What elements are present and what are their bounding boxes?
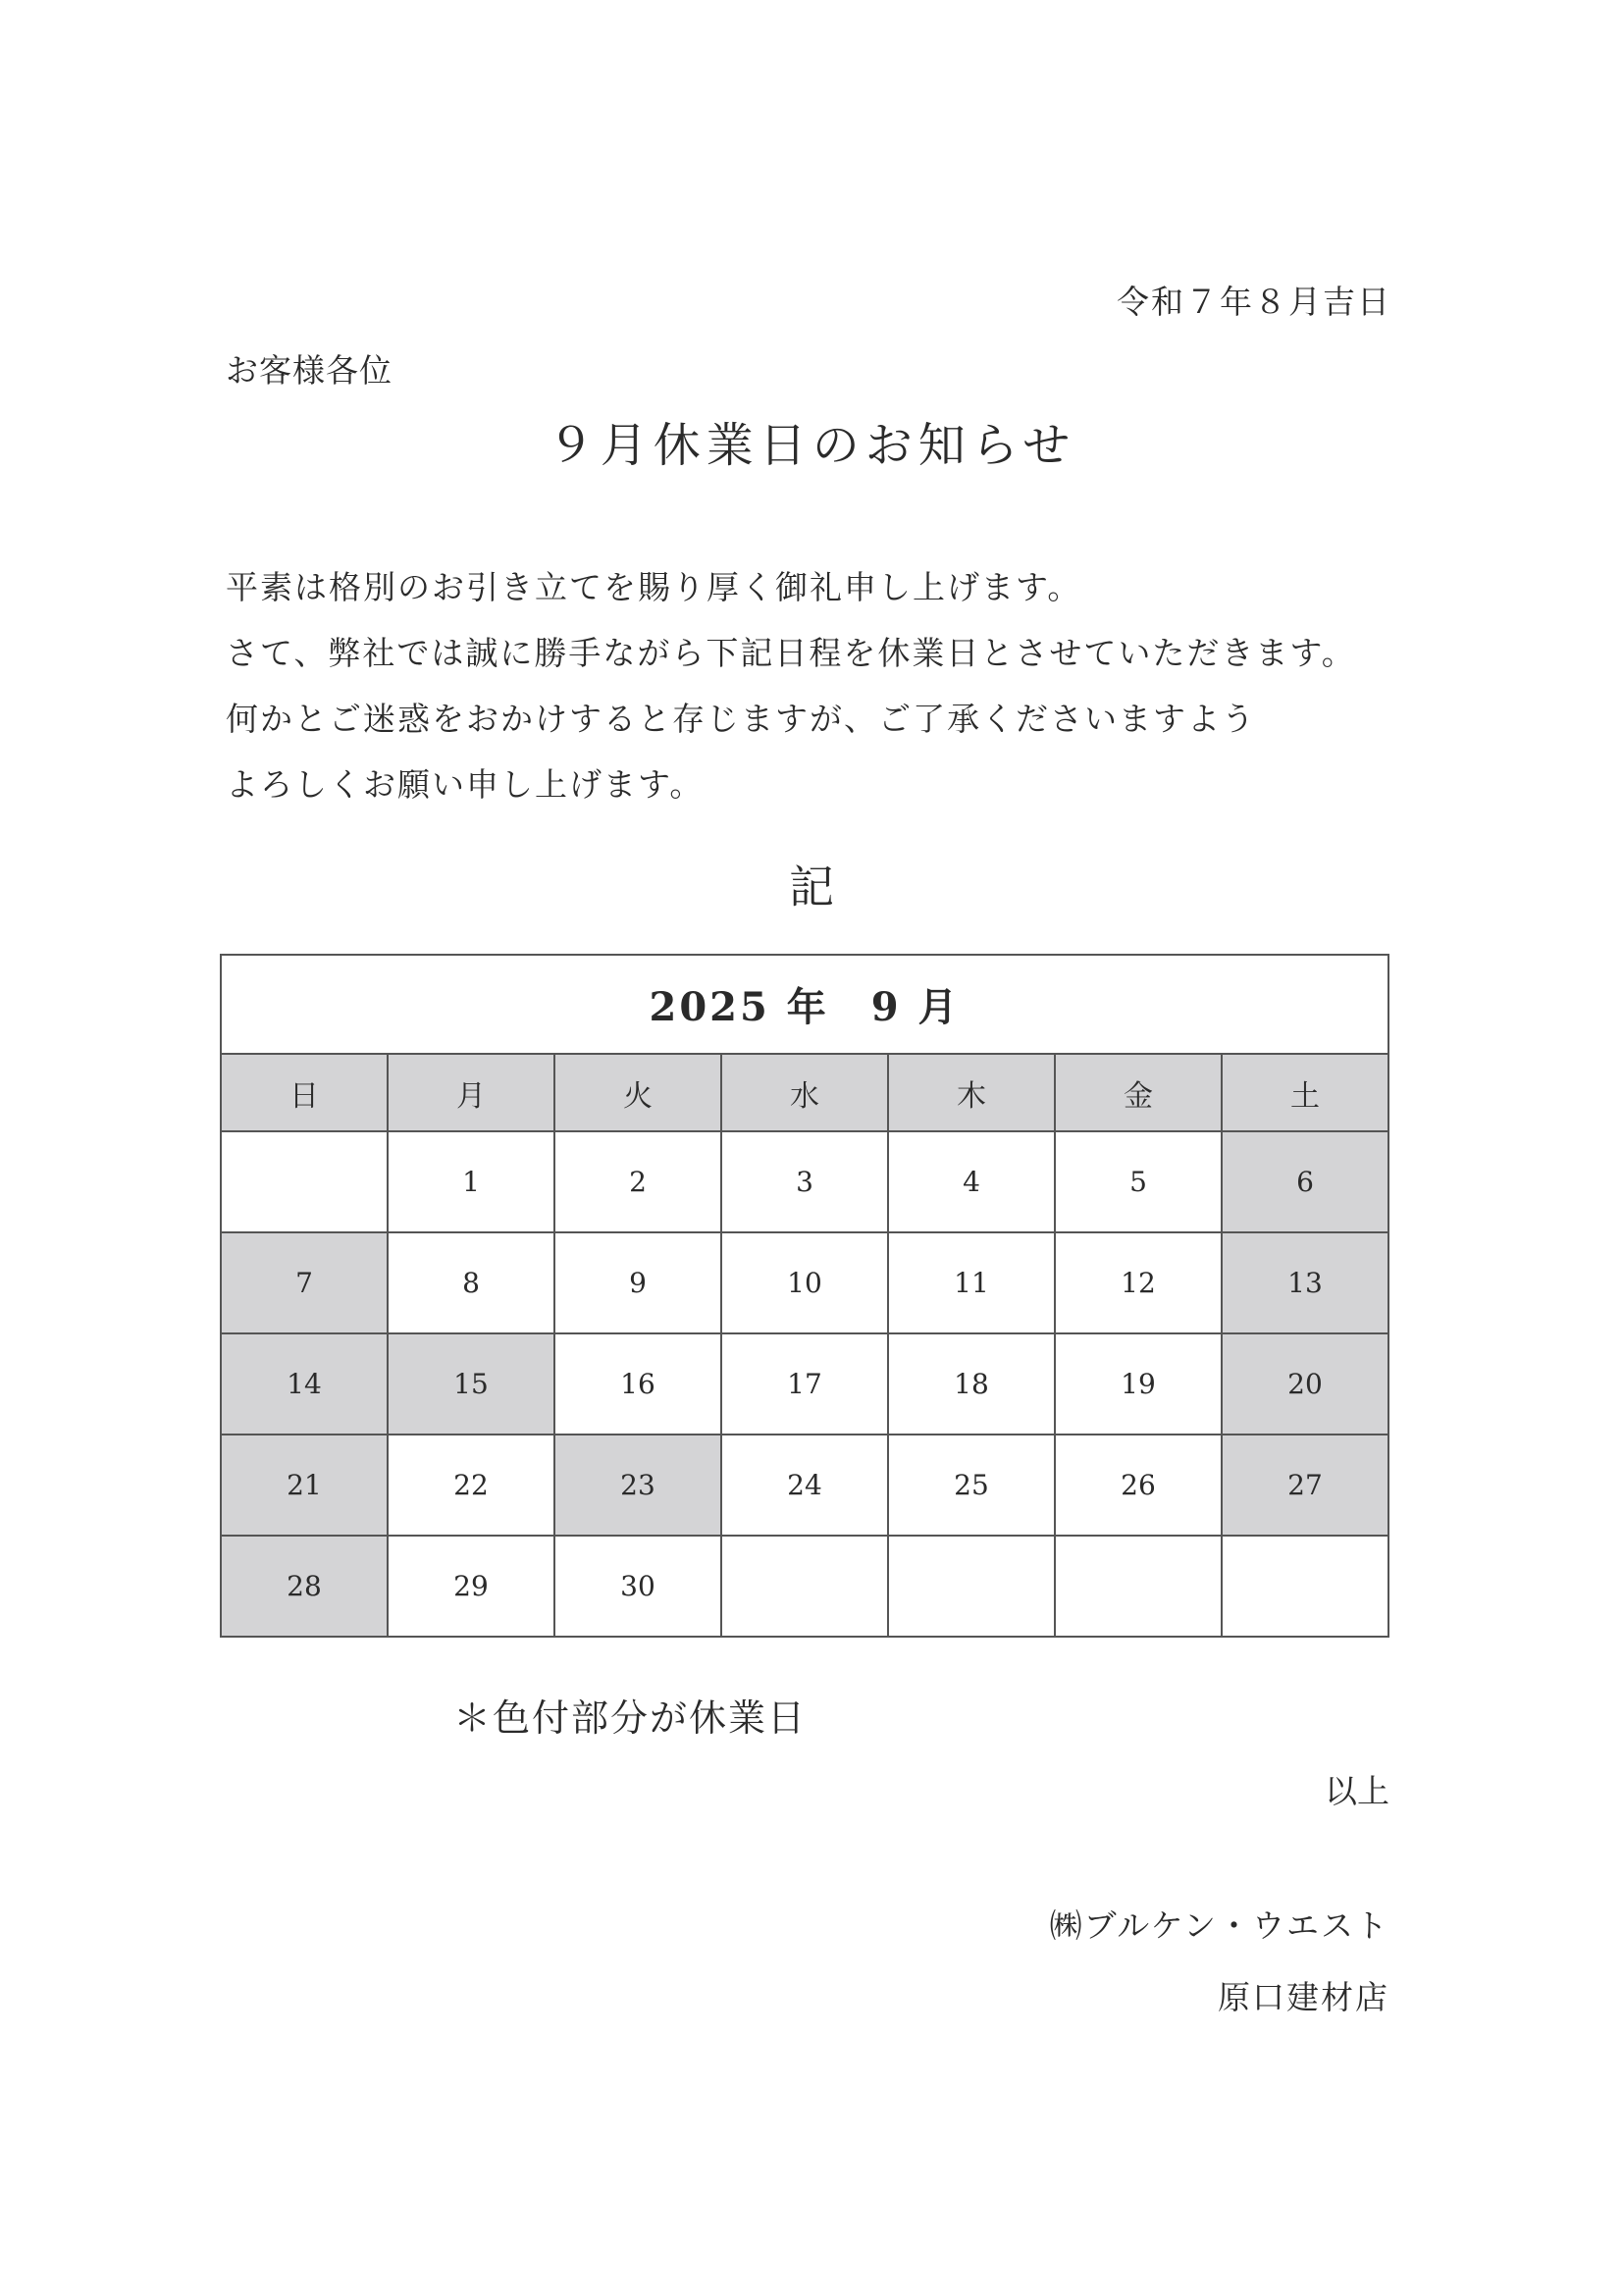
calendar-table <box>220 954 1389 1638</box>
day-cell: 26 <box>1055 1435 1222 1536</box>
body-text <box>226 554 1356 817</box>
day-cell: 14 <box>221 1333 388 1435</box>
day-cell: 20 <box>1222 1333 1388 1435</box>
day-cell: 13 <box>1222 1232 1388 1333</box>
body-line: よろしくお願い申し上げます。 <box>226 765 705 804</box>
day-cell <box>1222 1536 1388 1637</box>
day-cell: 11 <box>888 1232 1055 1333</box>
weekday-sun: 日 <box>221 1054 388 1131</box>
day-cell: 19 <box>1055 1333 1222 1435</box>
day-cell: 8 <box>388 1232 554 1333</box>
day-cell: 9 <box>554 1232 721 1333</box>
body-line: さて、弊社では誠に勝手ながら下記日程を休業日とさせていただきます。 <box>226 634 1356 672</box>
weekday-tue: 火 <box>554 1054 721 1131</box>
ki-heading: 記 <box>789 861 834 913</box>
day-cell <box>721 1536 888 1637</box>
calendar-week <box>221 1131 1388 1232</box>
weekday-sat: 土 <box>1222 1054 1388 1131</box>
day-cell: 28 <box>221 1536 388 1637</box>
calendar-heading: 2025 年 9 月 <box>221 955 1388 1054</box>
day-cell: 25 <box>888 1435 1055 1536</box>
calendar-week <box>221 1536 1388 1637</box>
day-cell: 30 <box>554 1536 721 1637</box>
weekday-wed: 水 <box>721 1054 888 1131</box>
body-line: 平素は格別のお引き立てを賜り厚く御礼申し上げます。 <box>226 568 1082 606</box>
day-cell: 17 <box>721 1333 888 1435</box>
day-cell: 12 <box>1055 1232 1222 1333</box>
day-cell <box>888 1536 1055 1637</box>
day-cell: 29 <box>388 1536 554 1637</box>
day-cell <box>1055 1536 1222 1637</box>
holiday-note: ＊色付部分が休業日 <box>453 1696 808 1740</box>
day-cell: 16 <box>554 1333 721 1435</box>
day-cell: 24 <box>721 1435 888 1536</box>
issue-date: 令和７年８月吉日 <box>1117 283 1391 321</box>
day-cell: 6 <box>1222 1131 1388 1232</box>
day-cell: 5 <box>1055 1131 1222 1232</box>
closing-word: 以上 <box>1325 1772 1389 1810</box>
day-cell: 10 <box>721 1232 888 1333</box>
calendar-week <box>221 1435 1388 1536</box>
weekday-fri: 金 <box>1055 1054 1222 1131</box>
company-name: ㈱ブルケン・ウエスト <box>1049 1906 1389 1945</box>
day-cell: 21 <box>221 1435 388 1536</box>
weekday-mon: 月 <box>388 1054 554 1131</box>
day-cell: 23 <box>554 1435 721 1536</box>
recipient: お客様各位 <box>226 351 393 390</box>
calendar-week <box>221 1232 1388 1333</box>
day-cell: 7 <box>221 1232 388 1333</box>
weekday-thu: 木 <box>888 1054 1055 1131</box>
day-cell: 27 <box>1222 1435 1388 1536</box>
body-line: 何かとご迷惑をおかけすると存じますが、ご了承くださいますよう <box>226 700 1256 738</box>
day-cell: 15 <box>388 1333 554 1435</box>
page-title: ９月休業日のお知らせ <box>547 418 1076 473</box>
store-name: 原口建材店 <box>1218 1978 1389 2016</box>
calendar-week <box>221 1333 1388 1435</box>
day-cell: 4 <box>888 1131 1055 1232</box>
day-cell: 3 <box>721 1131 888 1232</box>
day-cell: 1 <box>388 1131 554 1232</box>
day-cell: 2 <box>554 1131 721 1232</box>
day-cell: 22 <box>388 1435 554 1536</box>
day-cell <box>221 1131 388 1232</box>
day-cell: 18 <box>888 1333 1055 1435</box>
